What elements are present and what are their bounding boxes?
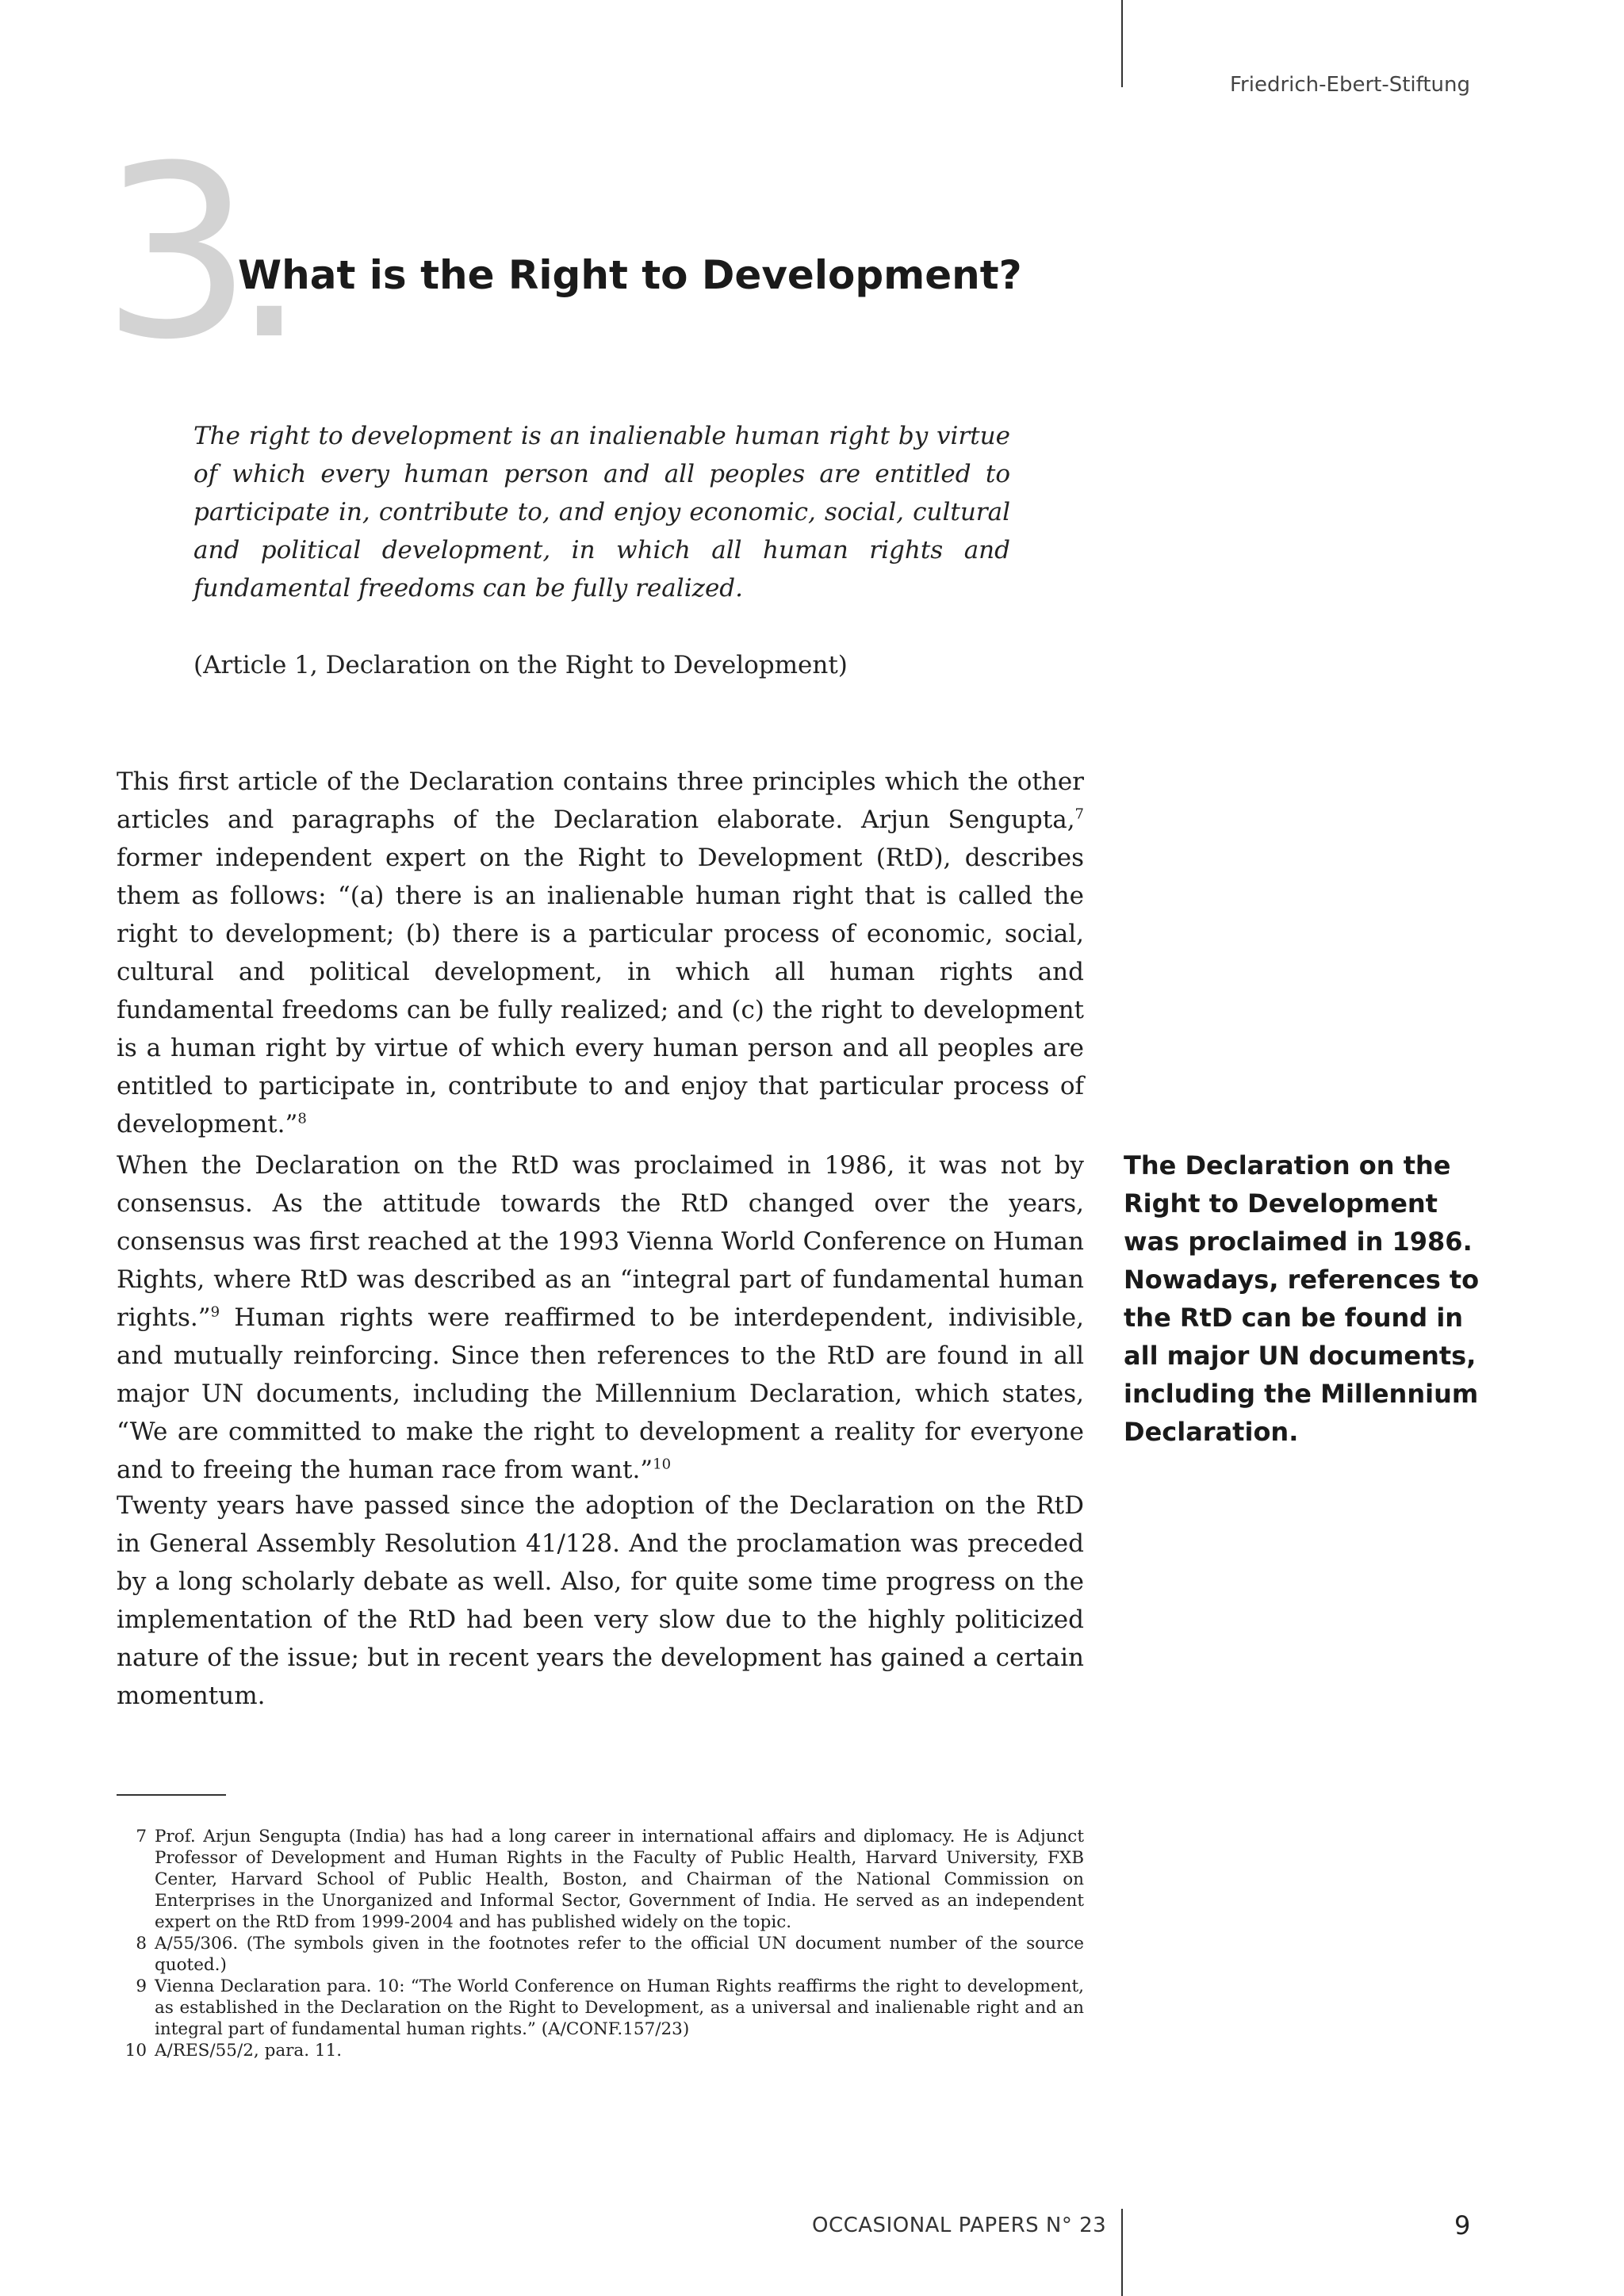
footnote-text: Vienna Declaration para. 10: “The World Conference on Human Rights reaffirms the right to development, as established in the Declaration on the Right to Development, as a universal and inalienable right and an integral part of fundamental human rights.” (A/CONF.157/23) — [155, 1976, 1084, 2039]
footnote-divider — [117, 1794, 226, 1796]
epigraph-source: (Article 1, Declaration on the Right to Development) — [193, 651, 848, 679]
epigraph-quote: The right to development is an inalienable human right by virtue of which every human person and all peoples are entitled to participate in, contribute to, and enjoy economic, social, cultural and political development, in which all human rights and fundamental freedoms can be fully realized. — [193, 422, 1010, 603]
series-title: OCCASIONAL PAPERS N° 23 — [812, 2214, 1107, 2237]
footnote-ref-9[interactable]: 9 — [210, 1303, 220, 1321]
paragraph-text: This first article of the Declaration contains three principles which the other articles and paragraphs of the Declaration elaborate. Arjun Sengupta, — [117, 767, 1084, 834]
chapter-title: What is the Right to Development? — [238, 252, 1022, 298]
footer-divider — [1121, 2209, 1123, 2296]
footnote-text: A/RES/55/2, para. 11. — [155, 2041, 343, 2061]
footnote-number: 9 — [136, 1976, 147, 1996]
paragraph-text: When the Declaration on the RtD was proclaimed in 1986, it was not by consensus. As the attitude towards the RtD changed over the years, consensus was first reached at the 1993 Vienna World Conference on Human Rights, where RtD was described as an “integral part of fundamental human rights.” — [117, 1151, 1084, 1332]
footnote-ref-10[interactable]: 10 — [653, 1456, 672, 1473]
body-paragraph-2 — [117, 1146, 1084, 1489]
chapter-number-dot: . — [232, 115, 308, 392]
body-paragraph-3: Twenty years have passed since the adoption of the Declaration on the RtD in General Assembly Resolution 41/128. And the proclamation was preceded by a long scholarly debate as well. Also, for quite some time progress on the implementation of the RtD had been very slow due to the highly politicized nature of the issue; but in recent years the development has gained a certain momentum. — [117, 1491, 1084, 1710]
paragraph-text: Human rights were reaffirmed to be interdependent, indivisible, and mutually reinforcing. Since then references to the RtD are found in all major UN documents, including the Millennium Declaration, which states, “We are committed to make the right to development a reality for everyone and to freeing the human race from want.” — [117, 1303, 1084, 1484]
paragraph-text: former independent expert on the Right to Development (RtD), describes them as follows: “(a) there is an inalienable human right that is called the right to development; (b) there is a particular process of economic, social, cultural and political development, in which all human rights and fundamental freedoms can be fully realized; and (c) the right to development is a human right by virtue of which every human person and all peoples are entitled to participate in, contribute to and enjoy that particular process of development.” — [117, 844, 1084, 1138]
footnote-7 — [117, 1826, 1084, 1933]
footnote-number: 10 — [124, 2041, 147, 2061]
margin-note: The Declaration on the Right to Development was proclaimed in 1986. Nowadays, references to the RtD can be found in all major UN documents, including the Millennium Declaration. — [1124, 1150, 1480, 1447]
footnote-8 — [117, 1933, 1084, 1976]
footnote-number: 7 — [136, 1827, 147, 1846]
footnote-9 — [117, 1976, 1084, 2040]
chapter-number: 3 — [102, 115, 245, 392]
footnote-text: A/55/306. (The symbols given in the footnotes refer to the official UN document number of the source quoted.) — [155, 1934, 1084, 1975]
body-paragraph-1 — [117, 763, 1084, 1143]
footnote-number: 8 — [136, 1934, 147, 1954]
footnote-list — [117, 1826, 1084, 2061]
footnote-text: Prof. Arjun Sengupta (India) has had a long career in international affairs and diplomacy. He is Adjunct Professor of Development and Human Rights in the Faculty of Public Health, Harvard University, FXB Center, Harvard School of Public Health, Boston, and Chairman of the National Commission on Enterprises in the Unorganized and Informal Sector, Government of India. He served as an independent expert on the RtD from 1999-2004 and has published widely on the topic. — [155, 1827, 1084, 1932]
organization-name: Friedrich-Ebert-Stiftung — [1229, 73, 1470, 97]
page-number: 9 — [1454, 2210, 1471, 2241]
footnote-ref-7[interactable]: 7 — [1074, 806, 1084, 823]
footnote-ref-8[interactable]: 8 — [297, 1110, 307, 1127]
header-divider — [1121, 0, 1123, 87]
footnote-10 — [117, 2040, 1084, 2061]
